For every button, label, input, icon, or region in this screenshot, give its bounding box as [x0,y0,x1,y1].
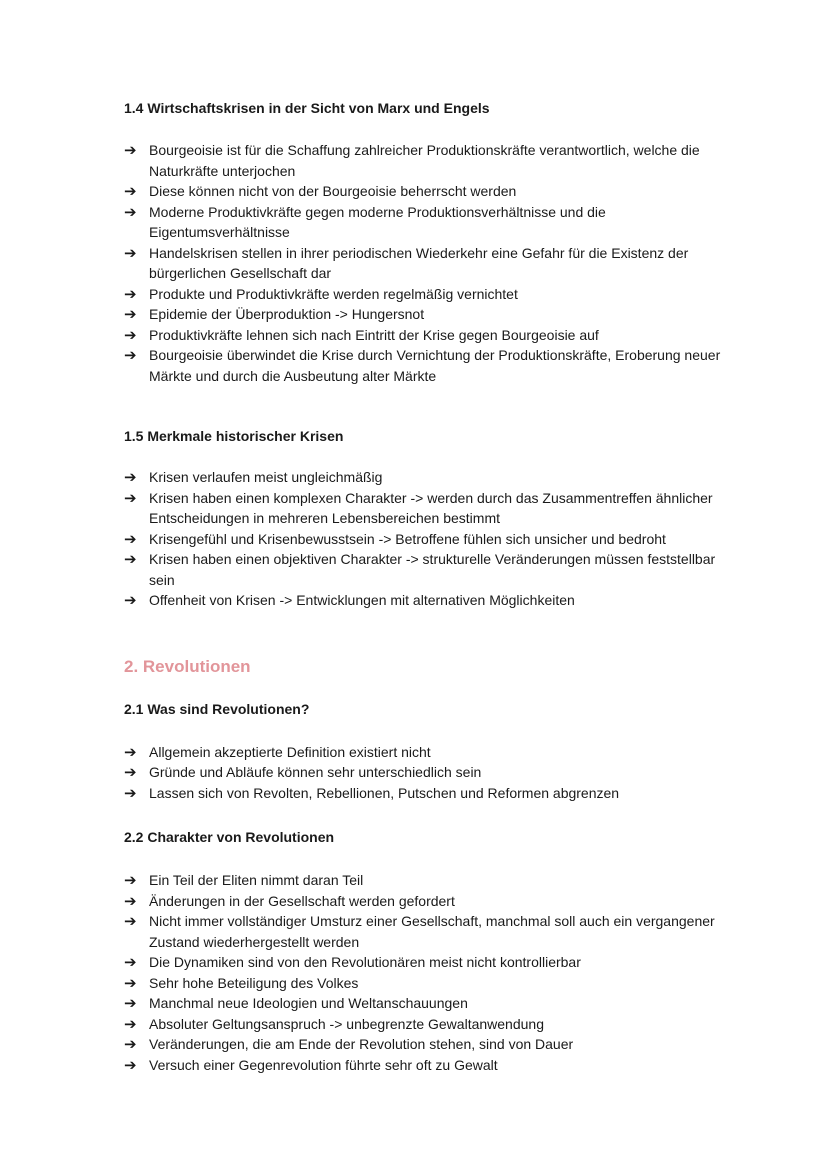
list-item-text: Änderungen in der Gesellschaft werden gefordert [149,892,455,909]
list-item-text: Moderne Produktivkräfte gegen moderne Produktionsverhältnisse und die Eigentumsverhältnisse [149,203,606,240]
list-item [124,243,724,284]
list-item [124,870,724,891]
section-heading-1-4: 1.4 Wirtschaftskrisen in der Sicht von Marx und Engels [124,100,490,116]
right-arrow-icon: ➔ [124,1055,137,1074]
right-arrow-icon: ➔ [124,871,137,889]
list-item [124,590,724,611]
list-item [124,911,724,952]
list-item [124,993,724,1014]
list-item [124,325,724,346]
right-arrow-icon: ➔ [124,591,137,609]
list-item [124,284,724,305]
list-item-text: Produktivkräfte lehnen sich nach Eintritt der Krise gegen Bourgeoisie auf [149,326,599,343]
right-arrow-icon: ➔ [124,891,137,910]
list-item-text: Allgemein akzeptierte Definition existiert nicht [149,743,431,760]
right-arrow-icon: ➔ [124,529,137,548]
right-arrow-icon: ➔ [124,243,137,262]
document-page [124,98,724,1075]
list-item-text: Handelskrisen stellen in ihrer periodischen Wiederkehr eine Gefahr für die Existenz der bürgerlichen Gesellschaft dar [149,244,689,281]
right-arrow-icon: ➔ [124,763,137,781]
right-arrow-icon: ➔ [124,1035,137,1053]
right-arrow-icon: ➔ [124,994,137,1012]
chapter-heading-2: 2. Revolutionen [124,656,251,676]
bullet-list-1-4 [124,140,724,386]
list-item [124,529,724,550]
right-arrow-icon: ➔ [124,305,137,323]
right-arrow-icon: ➔ [124,488,137,507]
list-item-text: Manchmal neue Ideologien und Weltanschauungen [149,995,468,1011]
list-item [124,952,724,973]
list-item [124,1034,724,1055]
list-item [124,304,724,325]
list-item-text: Veränderungen, die am Ende der Revolution stehen, sind von Dauer [149,1036,574,1052]
list-item [124,488,724,529]
list-item-text: Krisen haben einen objektiven Charakter -> strukturelle Veränderungen müssen feststellbar sein [149,551,716,588]
list-item [124,891,724,912]
bullet-list-2-1 [124,742,724,804]
list-item-text: Gründe und Abläufe können sehr unterschiedlich sein [149,764,482,780]
list-item-text: Sehr hohe Beteiligung des Volkes [149,974,359,991]
right-arrow-icon: ➔ [124,141,137,159]
list-item-text: Versuch einer Gegenrevolution führte sehr oft zu Gewalt [149,1056,498,1073]
right-arrow-icon: ➔ [124,783,137,802]
list-item-text: Krisen haben einen komplexen Charakter -> werden durch das Zusammentreffen ähnlicher Entscheidungen in mehreren Lebensbereichen bestimmt [149,489,713,526]
list-item-text: Offenheit von Krisen -> Entwicklungen mit alternativen Möglichkeiten [149,592,575,608]
bullet-list-1-5 [124,467,724,611]
right-arrow-icon: ➔ [124,202,137,221]
list-item [124,973,724,994]
list-item [124,467,724,488]
list-item-text: Produkte und Produktivkräfte werden regelmäßig vernichtet [149,285,518,302]
list-item-text: Epidemie der Überproduktion -> Hungersnot [149,306,425,322]
list-item-text: Ein Teil der Eliten nimmt daran Teil [149,872,364,888]
right-arrow-icon: ➔ [124,346,137,364]
section-heading-2-2: 2.2 Charakter von Revolutionen [124,829,335,845]
list-item-text: Bourgeoisie überwindet die Krise durch Vernichtung der Produktionskräfte, Eroberung neuer Märkte und durch die Ausbeutung alter Märkte [149,347,721,384]
right-arrow-icon: ➔ [124,550,137,568]
right-arrow-icon: ➔ [124,973,137,992]
list-item-text: Die Dynamiken sind von den Revolutionären meist nicht kontrollierbar [149,954,581,970]
list-item-text: Krisengefühl und Krisenbewusstsein -> Betroffene fühlen sich unsicher und bedroht [149,530,666,547]
section-heading-2-1: 2.1 Was sind Revolutionen? [124,700,310,717]
list-item [124,762,724,783]
right-arrow-icon: ➔ [124,284,137,303]
right-arrow-icon: ➔ [124,912,137,930]
right-arrow-icon: ➔ [124,1014,137,1033]
list-item [124,202,724,243]
list-item [124,181,724,202]
list-item-text: Absoluter Geltungsanspruch -> unbegrenzte Gewaltanwendung [149,1015,544,1032]
right-arrow-icon: ➔ [124,742,137,761]
list-item [124,140,724,181]
list-item [124,345,724,386]
list-item [124,742,724,763]
list-item-text: Nicht immer vollständiger Umsturz einer Gesellschaft, manchmal soll auch ein vergangener Zustand wiederhergestellt werden [149,913,715,950]
right-arrow-icon: ➔ [124,325,137,344]
list-item [124,549,724,590]
right-arrow-icon: ➔ [124,953,137,971]
section-heading-1-5: 1.5 Merkmale historischer Krisen [124,428,344,444]
list-item-text: Krisen verlaufen meist ungleichmäßig [149,469,383,485]
list-item [124,1055,724,1076]
right-arrow-icon: ➔ [124,468,137,486]
list-item [124,783,724,804]
list-item-text: Diese können nicht von der Bourgeoisie beherrscht werden [149,183,517,199]
right-arrow-icon: ➔ [124,182,137,200]
bullet-list-2-2 [124,870,724,1075]
list-item-text: Lassen sich von Revolten, Rebellionen, Putschen und Reformen abgrenzen [149,784,620,801]
list-item-text: Bourgeoisie ist für die Schaffung zahlreicher Produktionskräfte verantwortlich, welche die Naturkräfte unterjochen [149,142,700,179]
list-item [124,1014,724,1035]
